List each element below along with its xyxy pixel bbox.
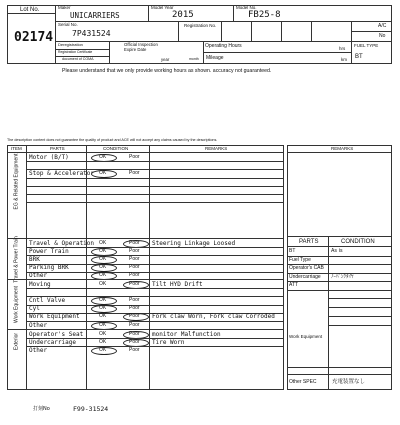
right-remarks-header: REMARKS <box>331 146 354 151</box>
divider <box>281 21 282 41</box>
divider <box>7 13 55 14</box>
ok-option: OK <box>99 330 107 337</box>
part-name: BRK <box>29 255 40 263</box>
row-divider <box>328 325 392 326</box>
table-row <box>26 348 284 355</box>
table-row <box>26 282 284 289</box>
poor-option: Poor <box>129 272 140 279</box>
ok-option: OK <box>99 346 107 353</box>
month-label: month <box>189 57 199 61</box>
poor-option: Poor <box>129 264 140 271</box>
divider <box>178 21 179 41</box>
ok-option: OK <box>99 296 107 303</box>
condition-header: CONDITION <box>103 146 129 151</box>
divider <box>311 21 312 41</box>
notice-text: Please understand that we only provide working hours as shown. accuracy not guaranteed. <box>62 68 272 74</box>
ok-option: OK <box>99 247 107 254</box>
document-label: document of COMA <box>62 57 94 61</box>
part-name: Stop & Accelerator <box>29 169 95 177</box>
ok-option: OK <box>99 264 107 271</box>
divider <box>351 21 352 64</box>
row-divider <box>328 316 392 317</box>
model-year-label: Model Year <box>151 5 174 10</box>
table-row <box>26 265 284 272</box>
row-divider <box>328 298 392 299</box>
right-part-name: ATT <box>289 282 299 289</box>
fuel-type-label: FUEL TYPE <box>354 43 379 48</box>
divider <box>221 21 222 41</box>
divider <box>287 246 392 247</box>
section-label: Work Equipment <box>13 285 19 323</box>
divider <box>148 5 149 21</box>
divider <box>251 21 252 41</box>
part-name: Operator's Seat <box>29 330 84 338</box>
ok-option: OK <box>99 239 107 246</box>
divider <box>351 31 392 32</box>
lot-no-label: Lot No. <box>20 7 40 13</box>
poor-option: Poor <box>129 296 140 303</box>
expire-label: Expire Date <box>124 47 147 52</box>
poor-option: Poor <box>129 280 140 287</box>
table-row <box>26 163 284 170</box>
poor-option: Poor <box>129 338 140 345</box>
other-spec-value: 充電装置なし <box>332 379 366 385</box>
disclaimer-text: The description content does not guarantee the quality of product and ACE will not accept any claims caused by the descriptions. <box>7 138 218 142</box>
remark-text: Steering Linkage Loosed <box>152 239 236 247</box>
part-name: Other <box>29 346 48 354</box>
ok-option: OK <box>99 313 107 320</box>
maker-label: Maker <box>58 5 71 10</box>
table-row <box>26 290 284 297</box>
model-year-value: 2015 <box>172 10 194 20</box>
table-row <box>26 257 284 264</box>
row-divider <box>328 307 392 308</box>
divider <box>203 52 351 53</box>
table-row <box>26 241 284 248</box>
ok-option: OK <box>99 321 107 328</box>
table-row <box>26 171 284 178</box>
poor-option: Poor <box>129 239 140 246</box>
inspection-label: Official Inspection <box>124 42 158 47</box>
section-divider <box>7 238 284 239</box>
divider <box>287 236 392 237</box>
remark-text: Fork claw Worn, Fork claw Corroded <box>152 313 275 321</box>
ok-option: OK <box>99 338 107 345</box>
right-part-name: Operator's CAB <box>289 265 324 272</box>
part-name: Travel & Operation <box>29 239 95 247</box>
footer-value: F99-31524 <box>73 405 109 413</box>
table-row <box>26 314 284 321</box>
right-condition-value: ﾉｰﾊﾟﾝｸﾀｲﾔ <box>331 273 354 280</box>
table-row <box>26 332 284 339</box>
part-name: Motor (B/T) <box>29 153 69 161</box>
right-condition-value: As is <box>331 248 343 254</box>
model-no-label: Model No. <box>236 5 257 10</box>
model-no-value: FB25-8 <box>248 10 281 20</box>
right-part-name: BT <box>289 248 296 254</box>
ac-value: No <box>379 33 386 39</box>
poor-option: Poor <box>129 321 140 328</box>
section-divider <box>7 329 284 330</box>
part-name: Moving <box>29 280 51 288</box>
divider <box>109 41 110 64</box>
ac-label: A/C <box>378 23 387 29</box>
mileage-label: Mileage <box>206 55 224 61</box>
registration-certificate-label: Registration Certificate <box>58 50 93 54</box>
fuel-type-value: BT <box>355 54 363 60</box>
serial-value: 7P431524 <box>72 29 111 38</box>
table-row <box>26 306 284 313</box>
ok-option: OK <box>99 305 107 312</box>
right-parts-header: PARTS <box>299 239 319 245</box>
part-name: Cyl <box>29 305 40 313</box>
ok-option: OK <box>99 153 107 160</box>
km-label: km <box>341 57 347 62</box>
right-part-name: Undercarriage <box>289 273 321 280</box>
poor-option: Poor <box>129 169 140 176</box>
table-row <box>26 187 284 194</box>
poor-option: Poor <box>129 247 140 254</box>
item-header: ITEM <box>11 146 22 151</box>
part-name: Undercarriage <box>29 338 76 346</box>
parts-header: PARTS <box>50 146 65 151</box>
section-label: Travel & Power Train <box>13 235 19 283</box>
part-name: Cntl Valve <box>29 296 66 304</box>
table-row <box>26 340 284 347</box>
hrs-label: hrs <box>339 46 346 51</box>
poor-option: Poor <box>129 346 140 353</box>
divider <box>55 21 392 22</box>
right-part-name: Fuel Type <box>289 256 311 263</box>
remark-text: Tire Worn <box>152 338 185 346</box>
part-name: Other <box>29 321 48 329</box>
footer-label: 打刻No <box>33 406 50 412</box>
lot-number: 02174 <box>14 30 54 45</box>
ok-option: OK <box>99 255 107 262</box>
table-row <box>26 249 284 256</box>
part-name: Other <box>29 272 48 280</box>
remark-text: monitor Malfunction <box>152 330 221 338</box>
poor-option: Poor <box>129 313 140 320</box>
serial-label: Serial No. <box>58 22 78 27</box>
poor-option: Poor <box>129 255 140 262</box>
ok-circle-mark <box>91 347 117 355</box>
divider <box>287 374 392 375</box>
remarks-header: REMARKS <box>205 146 228 151</box>
operating-hours-label: Operating Hours <box>205 43 242 49</box>
row-divider <box>287 281 392 282</box>
registration-label: Registration No. <box>184 23 217 28</box>
ok-option: OK <box>99 272 107 279</box>
part-name: Work Equipment <box>29 313 80 321</box>
table-row <box>26 179 284 186</box>
divider <box>233 5 234 21</box>
other-spec-label: Other SPEC <box>289 379 317 385</box>
work-equipment-label: Work Equipment <box>289 334 323 339</box>
year-label: year <box>161 57 170 62</box>
poor-option: Poor <box>129 305 140 312</box>
maker-value: UNICARRIERS <box>70 11 120 20</box>
poor-option: Poor <box>129 153 140 160</box>
row-divider <box>287 290 392 291</box>
section-divider <box>7 279 284 280</box>
deregistration-label: Deregistration <box>58 42 83 47</box>
divider <box>287 367 392 368</box>
table-row <box>26 155 284 162</box>
section-label: EG & Related Equipment <box>13 153 19 210</box>
ok-option: OK <box>99 280 107 287</box>
table-row <box>26 196 284 203</box>
ok-option: OK <box>99 169 107 176</box>
section-label: Exterior <box>13 333 19 351</box>
table-row <box>26 204 284 211</box>
part-name: Power Train <box>29 247 69 255</box>
divider <box>7 152 284 153</box>
table-row <box>26 298 284 305</box>
right-condition-header: CONDITION <box>341 239 375 245</box>
remark-text: Tilt HYD Drift <box>152 280 203 288</box>
poor-option: Poor <box>129 330 140 337</box>
divider <box>287 152 392 153</box>
divider <box>55 41 392 42</box>
part-name: Parking BRK <box>29 264 69 272</box>
